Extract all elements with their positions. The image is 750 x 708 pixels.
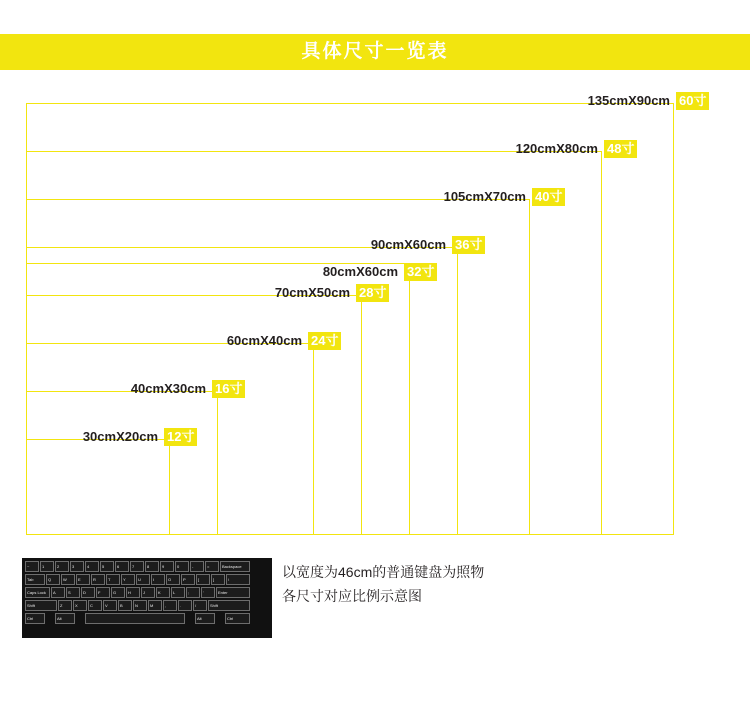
key: O [166, 574, 180, 585]
key: H [126, 587, 140, 598]
key: T [106, 574, 120, 585]
key: G [111, 587, 125, 598]
size-label-28: 70cmX50cm [274, 285, 350, 300]
key: 3 [70, 561, 84, 572]
size-tag-60: 60寸 [676, 92, 709, 110]
key: 9 [160, 561, 174, 572]
caption-line-2: 各尺寸对应比例示意图 [282, 588, 422, 604]
key: Y [121, 574, 135, 585]
size-label-12: 30cmX20cm [82, 429, 158, 444]
size-label-40: 105cmX70cm [443, 189, 526, 204]
size-tag-12: 12寸 [164, 428, 197, 446]
key: S [66, 587, 80, 598]
key: E [76, 574, 90, 585]
key-shift-right: Shift [208, 600, 250, 611]
key: / [193, 600, 207, 611]
key-shift-left: Shift [25, 600, 57, 611]
key: \ [226, 574, 250, 585]
keyboard-reference-image [22, 558, 272, 638]
key: , [163, 600, 177, 611]
key: Z [58, 600, 72, 611]
key-ctrl-left: Ctrl [25, 613, 45, 624]
key: L [171, 587, 185, 598]
reference-caption [282, 560, 612, 608]
key: V [103, 600, 117, 611]
key: 1 [40, 561, 54, 572]
key-space [85, 613, 185, 624]
key-caps-lock: Caps Lock [25, 587, 50, 598]
size-tag-36: 36寸 [452, 236, 485, 254]
size-label-60: 135cmX90cm [587, 93, 670, 108]
size-tag-40: 40寸 [532, 188, 565, 206]
key: 5 [100, 561, 114, 572]
size-comparison-diagram [0, 88, 750, 548]
key: 0 [175, 561, 189, 572]
size-tag-16: 16寸 [212, 380, 245, 398]
key: 4 [85, 561, 99, 572]
key: ] [211, 574, 225, 585]
key-alt-right: Alt [195, 613, 215, 624]
key: A [51, 587, 65, 598]
size-tag-28: 28寸 [356, 284, 389, 302]
size-label-48: 120cmX80cm [515, 141, 598, 156]
key: B [118, 600, 132, 611]
key: P [181, 574, 195, 585]
key-enter: Enter [216, 587, 250, 598]
key: [ [196, 574, 210, 585]
key: 7 [130, 561, 144, 572]
key: K [156, 587, 170, 598]
size-label-36: 90cmX60cm [370, 237, 446, 252]
key: 6 [115, 561, 129, 572]
key: = [205, 561, 219, 572]
size-label-24: 60cmX40cm [226, 333, 302, 348]
key-ctrl-right: Ctrl [225, 613, 250, 624]
size-tag-48: 48寸 [604, 140, 637, 158]
key: F [96, 587, 110, 598]
size-box-12 [26, 439, 170, 535]
key: ; [186, 587, 200, 598]
key: X [73, 600, 87, 611]
size-label-16: 40cmX30cm [130, 381, 206, 396]
size-tag-32: 32寸 [404, 263, 437, 281]
key: Q [46, 574, 60, 585]
size-label-32: 80cmX60cm [322, 264, 398, 279]
key: . [178, 600, 192, 611]
key: N [133, 600, 147, 611]
key-alt-left: Alt [55, 613, 75, 624]
key: - [190, 561, 204, 572]
key: ' [201, 587, 215, 598]
key: C [88, 600, 102, 611]
key: D [81, 587, 95, 598]
key: J [141, 587, 155, 598]
page-title: 具体尺寸一览表 [301, 41, 449, 62]
key: 8 [145, 561, 159, 572]
key: 2 [55, 561, 69, 572]
key: W [61, 574, 75, 585]
key-tab: Tab [25, 574, 45, 585]
key-backspace: Backspace [220, 561, 250, 572]
size-tag-24: 24寸 [308, 332, 341, 350]
key: U [136, 574, 150, 585]
key: R [91, 574, 105, 585]
key: M [148, 600, 162, 611]
key: I [151, 574, 165, 585]
caption-line-1: 以宽度为46cm的普通键盘为照物 [282, 564, 485, 580]
key: ~ [25, 561, 39, 572]
